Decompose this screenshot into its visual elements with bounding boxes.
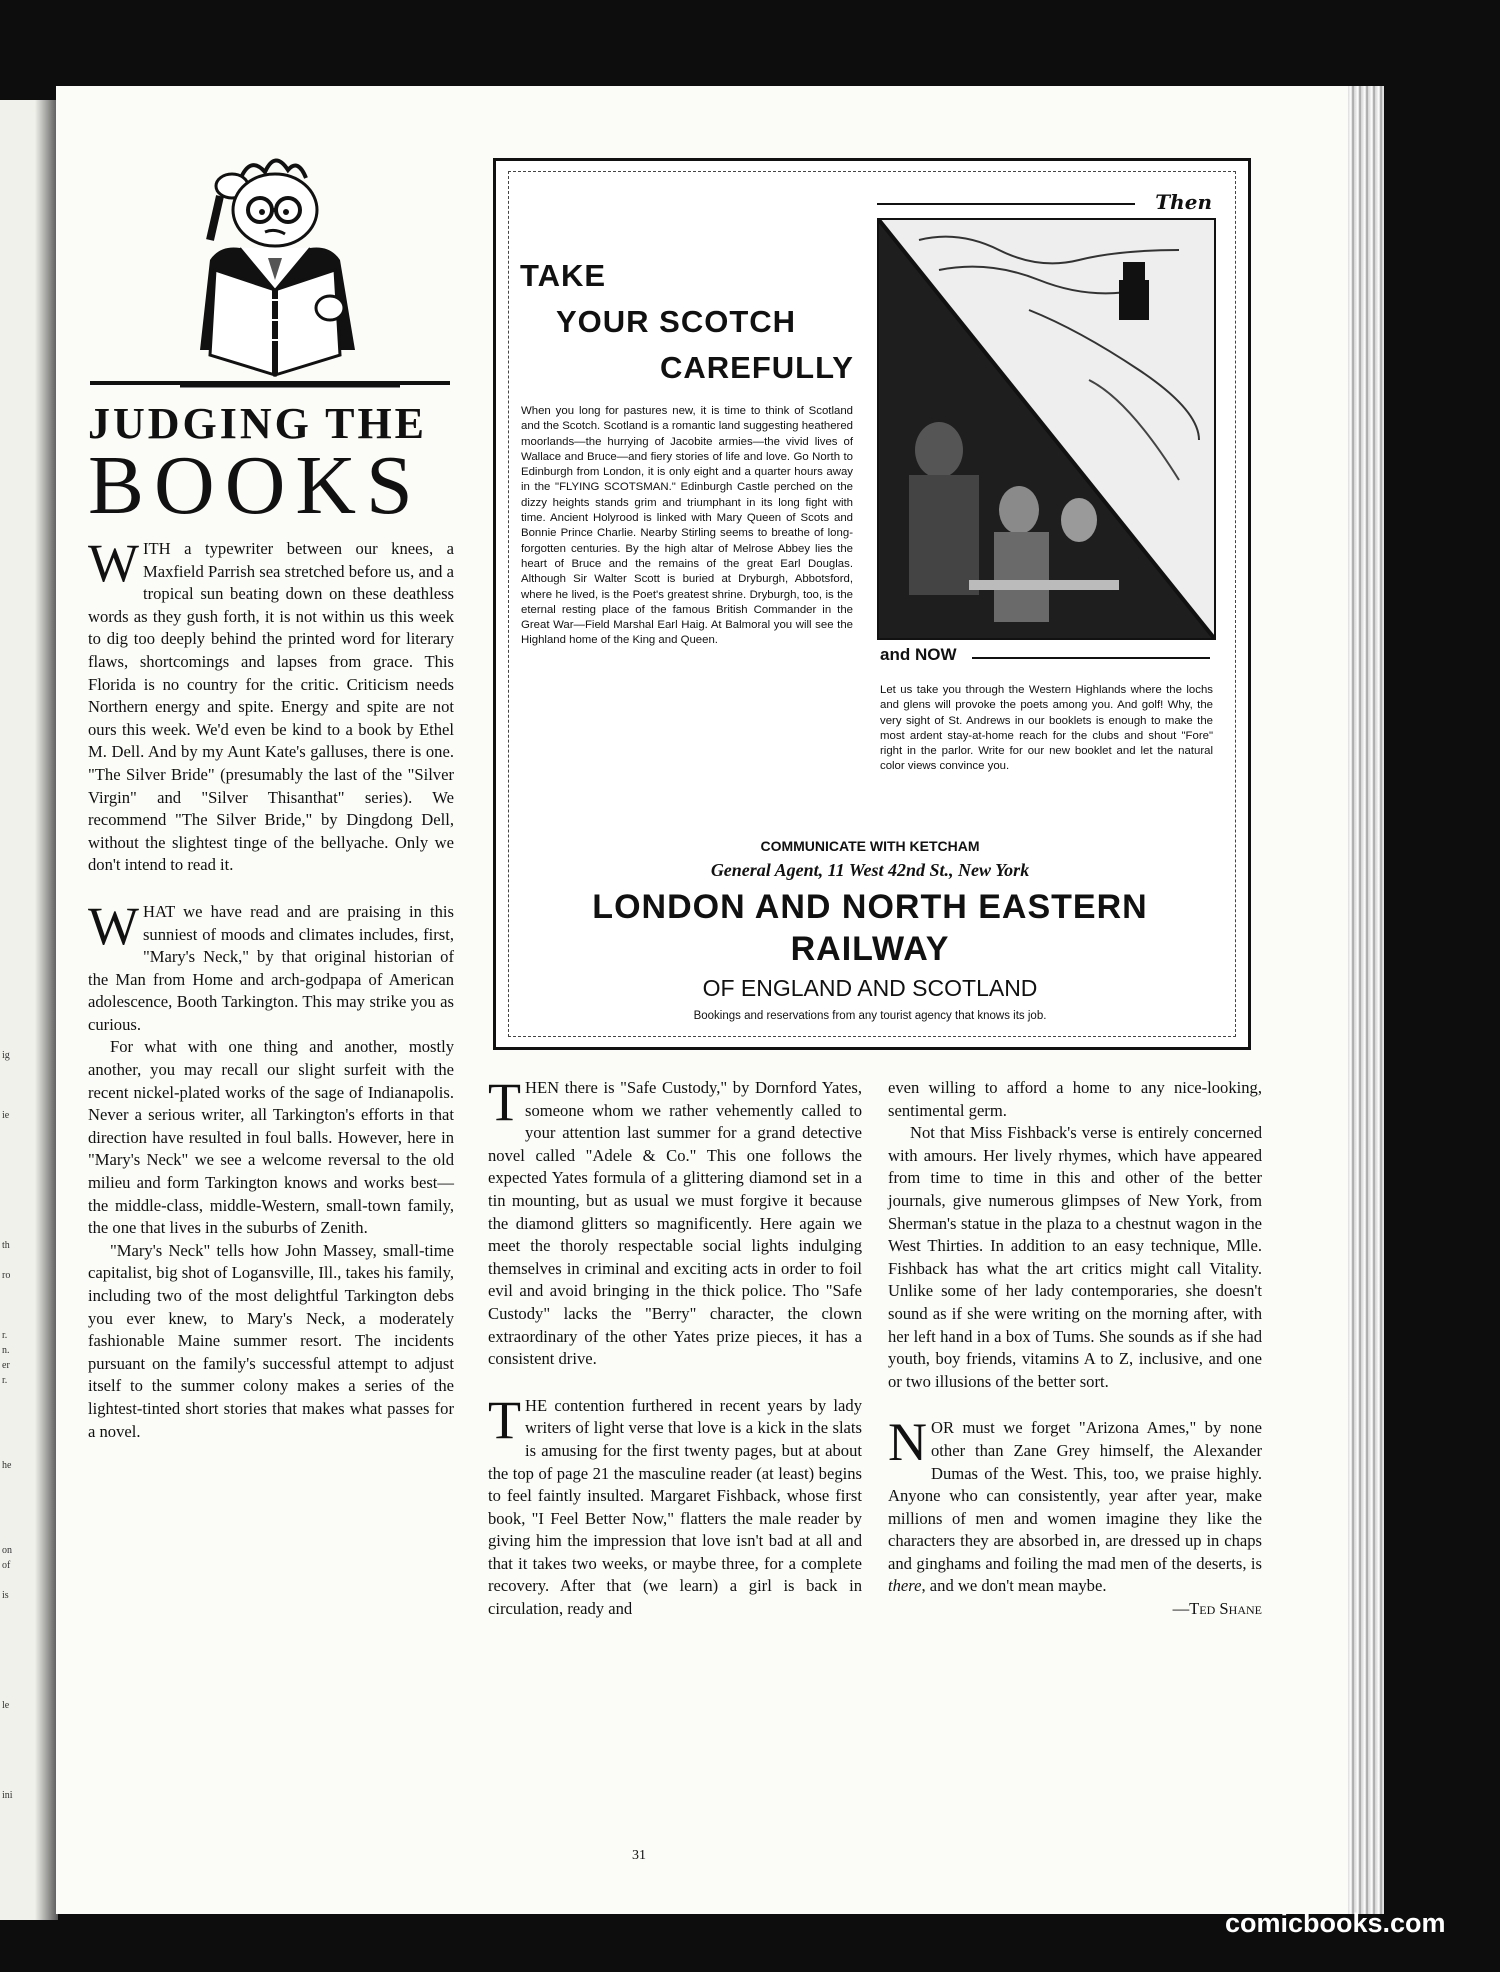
ad-headline-carefully: CAREFULLY (660, 350, 854, 385)
edge-fragment: is (2, 1590, 9, 1601)
small-caps-lead: OR (931, 1418, 955, 1438)
right-page-stack (1348, 86, 1384, 1914)
ad-communicate-line: COMMUNICATE WITH KETCHAM (760, 838, 980, 854)
paragraph (88, 895, 454, 1037)
drop-cap: N (888, 1412, 927, 1473)
column-title-line1: JUDGING THE (88, 399, 428, 448)
then-label: Then (1155, 190, 1212, 214)
small-caps-lead: HEN (525, 1078, 560, 1097)
paragraph-text: there is "Safe Custody," by Dornford Yates, someone whom we rather vehemently called to your attention last summer for a grand detective novel called "Adele & Co." This one follows the expected Yates formula of a glittering diamond set in a tin mounting, but as usual we must forgive it because the diamond glitters so magnificently. Here again we meet the thoroly respectable social lights indulging themselves in criminal and exciting acts in order to foil evil and avoid bringing in the thick police. Tho "Safe Custody" lacks the "Berry" character, the clown extraordinary of the other Yates prize pieces, it has a consistent drive. (488, 1078, 862, 1369)
drop-cap: T (488, 1072, 521, 1132)
paragraph (88, 533, 454, 877)
ad-bookings-note: Bookings and reservations from any tourist agency that knows its job. (693, 1010, 1047, 1022)
paragraph: For what with one thing and another, mostly another, you may recall our slight surfeit with the recent nickel-plated works of the sage of Indianapolis. Never a serious writer, all Tarkington's efforts in that direction have resulted in foul balls. However, here in "Mary's Neck" we see a welcome reversal to the old milieu and form Tarkington knows and works best—the middle-class, middle-Western, small-town family, the one that lives in the suburbs of Zenith. (88, 1037, 454, 1238)
emphasis: there (888, 1576, 922, 1596)
ad-agent-address: General Agent, 11 West 42nd St., New York (710, 860, 1030, 880)
paragraph: "Mary's Neck" tells how John Massey, small-time capitalist, big shot of Logansville, Ill., takes his family, including two of the most delightful Tarkington debs you ever knew, to Mary's Neck, a moderately fashionable Maine summer resort. The incidents pursuant on the family's successful attempt to adjust itself to the summer colony makes a series of the lightest-tinted short stories that makes what passes for a novel. (88, 1240, 454, 1441)
site-watermark: comicbooks.com (1225, 1908, 1446, 1938)
page-number: 31 (632, 1848, 646, 1863)
ad-right-body-text: Let us take you through the Western Highlands where the lochs and glens will provoke the poets among you. And golf! Why, the very sight of St. Andrews in our booklets is enough to make the most ardent stay-at-home reach for the clubs and shout "Fore" right in the parlor. Write for our new booklet and let the natural color views convince you. (880, 684, 1213, 773)
drop-cap: W (88, 533, 139, 593)
paragraph (888, 1412, 1262, 1598)
drop-cap: T (488, 1389, 521, 1450)
edge-fragment: ig (2, 1050, 10, 1061)
paragraph: Not that Miss Fishback's verse is entirely concerned with amours. Her lively rhymes, which have appeared from time to time in this and other of the better journals, give numerous glimpses of New York, from Sherman's statue in the plaza to a chestnut wagon in the West Thirties. In addition to an easy technique, Mlle. Fishback has what the art critics might call Vitality. Unlike some of her lady contemporaries, she doesn't sound as if she were writing on the morning after, with her left hand in a box of Tums. She sounds as if she had youth, boy friends, vitamins A to Z, inclusive, and one or two illusions of the better sort. (888, 1123, 1262, 1391)
column-title-line2: BOOKS (88, 439, 423, 532)
edge-fragment: ie (2, 1110, 10, 1121)
small-caps-lead: HE (525, 1395, 548, 1415)
ad-body-text: When you long for pastures new, it is time to think of Scotland and the Scotch. Scotland is a romantic land suggesting heathered moorlands—the hurrying of Jacobite armies—the vivid lives of Wallace and Bruce—and fiery stories of life and love. Go North to Edinburgh from London, it is only eight and a quarter hours away in the "FLYING SCOTSMAN." Edinburgh Castle perched on the dizzy heights stands grim and triumphant in its long fight with time. Ancient Holyrood is linked with Mary Queen of Scots and Bonnie Prince Charlie. Nearby Stirling seems to breathe of long-forgotten centuries. By the high altar of Melrose Abbey lies the heart of Bruce and the remains of the great Earl Douglas. Although Sir Walter Scott is buried at Dryburgh, Abbotsford, where he lived, is the Poet's greatest shrine. Dryburgh, too, is the eternal resting place of the famous British Commander in the Great War—Field Marshal Earl Haig. At Balmoral you will see the Highland home of the King and Queen. (521, 405, 853, 647)
paragraph-text: HAT we have read and are praising in this sunniest of moods and climates includes, first, "Mary's Neck," by that original historian of the Man from Home and arch-godpapa of American adolescence, Booth Tarkington. This may strike you as curious. (88, 901, 454, 1034)
edge-fragment: th (2, 1240, 10, 1251)
paragraph (488, 1389, 862, 1621)
edge-fragment: on (2, 1545, 12, 1556)
drop-cap: W (88, 895, 139, 956)
author-signature: —Ted Shane (1172, 1599, 1262, 1619)
edge-fragment: er (2, 1360, 10, 1371)
paragraph (488, 1072, 862, 1371)
column-2 (488, 1072, 862, 1621)
ad-railway-name-line1: LONDON AND NORTH EASTERN (592, 888, 1148, 926)
column-1 (88, 533, 454, 1443)
ad-england-scotland: OF ENGLAND AND SCOTLAND (702, 975, 1038, 1001)
paragraph-text: ITH a typewriter between our knees, a Maxfield Parrish sea stretched before us, and a tropical sun beating down on these deathless words as they gush forth, it is not within us this week to dig too deeply behind the printed word for literary flaws, shortcomings and lapses from grace. This Florida is no country for the critic. Criticism needs Northern energy and spite. Energy and spite are not ours this week. We'd even be kind to a book by Ethel M. Dell. And by my Aunt Kate's galluses, there is one. "The Silver Bride" (presumably the last of the "Silver Virgin" and "Silver Thisanthat" series). We recommend "The Silver Bride," by Dingdong Dell, without the slightest tinge of the bellyache. Only we don't intend to read it. (88, 539, 454, 875)
paragraph-text: must we forget "Arizona Ames," by none other than Zane Grey himself, the Alexander Dumas of the West. This, too, we praise highly. Anyone who can consistently, year after year, make millions of men and women imagine they like the characters they are absorbed in, are dressed up in chaps and ginghams and foiling the mad men of the deserts, is (888, 1418, 1262, 1573)
now-label: and NOW (880, 645, 957, 664)
paragraph-text: , and we don't mean maybe. (921, 1576, 1107, 1596)
edge-fragment: n. (2, 1345, 10, 1356)
title-rule (90, 381, 450, 385)
edge-fragment: le (2, 1700, 10, 1711)
edge-fragment: ini (2, 1790, 13, 1801)
paragraph-text: contention furthered in recent years by lady writers of light verse that love is a kick in the slats is amusing for the first twenty pages, but at about the top of page 21 the masculine reader (at least) begins to feel faintly insulted. Margaret Fishback, whose first book, "I Feel Better Now," flatters the male reader by giving him the impression that love isn't bad at all and that it takes two weeks, or maybe three, for a complete recovery. After that (we learn) a girl is back in circulation, ready and (488, 1395, 862, 1619)
column-3 (888, 1077, 1262, 1621)
reader-caricature-illustration (180, 150, 400, 390)
edge-fragment: r. (2, 1330, 8, 1341)
ad-railway-name-line2: RAILWAY (790, 930, 950, 968)
ad-headline-take: TAKE (520, 258, 607, 293)
edge-fragment: ro (2, 1270, 11, 1281)
ad-headline-your-scotch: YOUR SCOTCH (556, 304, 797, 339)
edge-fragment: of (2, 1560, 11, 1571)
then-and-now-illustration (877, 218, 1216, 640)
edge-fragment: r. (2, 1375, 8, 1386)
left-page-edge (0, 100, 58, 1920)
paragraph: even willing to afford a home to any nice-looking, sentimental germ. (888, 1078, 1262, 1120)
edge-fragment: he (2, 1460, 12, 1471)
now-rule (972, 657, 1210, 659)
